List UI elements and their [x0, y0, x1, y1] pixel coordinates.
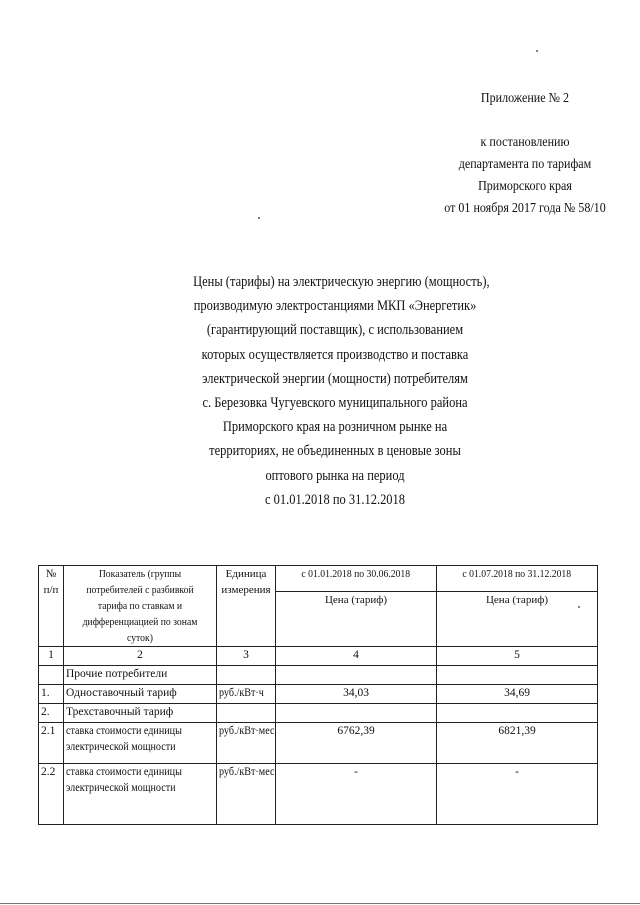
scan-edge: [0, 903, 640, 904]
row-num: 2.1: [39, 723, 64, 764]
title-line: с 01.01.2018 по 31.12.2018: [264, 491, 406, 508]
row-unit: [217, 666, 276, 685]
row-unit-text: руб./кВт·мес: [219, 766, 275, 778]
row-unit: [217, 685, 276, 704]
title-line: Цены (тарифы) на электрическую энергию (мощность),: [193, 274, 490, 290]
row-num: 2.: [39, 704, 64, 723]
row-value1: -: [276, 764, 437, 825]
colnum-cell: 5: [437, 647, 598, 666]
table-row: [39, 685, 598, 704]
title-line: электрической энергии (мощности) потребителям: [202, 370, 468, 387]
title-line: оптового рынка на период: [265, 467, 405, 484]
row-indicator: [64, 723, 217, 764]
table-header-row: [39, 566, 598, 592]
header-indicator-text: Показатель (группы потребителей с разбивкой тарифа по ставкам и дифференциацией по зонам суток): [82, 568, 198, 644]
header-num: № п/п: [39, 566, 64, 647]
row-unit: [217, 723, 276, 764]
header-period1-text: с 01.01.2018 по 30.06.2018: [301, 568, 411, 580]
row-value1: [276, 704, 437, 723]
title-line: с. Березовка Чугуевского муниципального района: [202, 395, 468, 412]
row-unit-text: руб./кВт·ч: [219, 687, 264, 699]
row-value2: 34,69: [437, 685, 598, 704]
row-value2: -: [437, 764, 598, 825]
row-indicator: Трехставочный тариф: [64, 704, 217, 723]
row-indicator-text: ставка стоимости единицы электрической мощности: [66, 766, 182, 794]
row-num: [39, 666, 64, 685]
scan-speck: [536, 50, 538, 52]
table-row: [39, 764, 598, 825]
row-indicator: Одноставочный тариф: [64, 685, 217, 704]
row-value2: [437, 666, 598, 685]
appendix-line: департамента по тарифам: [458, 157, 592, 172]
title-line: территориях, не объединенных в ценовые зоны: [209, 443, 461, 460]
row-value1: 6762,39: [276, 723, 437, 764]
row-unit: [217, 704, 276, 723]
scan-speck: [578, 606, 580, 608]
scan-speck: [258, 217, 260, 219]
row-num: 2.2: [39, 764, 64, 825]
colnum-cell: 4: [276, 647, 437, 666]
tariff-table: [38, 565, 598, 825]
table-row: [39, 723, 598, 764]
appendix-line: к постановлению: [480, 135, 570, 150]
appendix-block: [443, 88, 606, 220]
column-number-row: [39, 647, 598, 666]
appendix-line: Приморского края: [478, 179, 572, 194]
title-line: которых осуществляется производство и поставка: [201, 346, 469, 363]
row-value1: [276, 666, 437, 685]
document-title: [193, 270, 490, 512]
header-period2-text: с 01.07.2018 по 31.12.2018: [462, 568, 572, 580]
header-price2: Цена (тариф): [437, 591, 598, 646]
title-line: производимую электростанциями МКП «Энергетик»: [193, 298, 477, 315]
row-num: 1.: [39, 685, 64, 704]
appendix-line: от 01 ноября 2017 года № 58/10: [444, 201, 606, 216]
header-period1: [276, 566, 437, 592]
colnum-cell: 3: [217, 647, 276, 666]
row-value2: [437, 704, 598, 723]
row-value2: 6821,39: [437, 723, 598, 764]
row-indicator: Прочие потребители: [64, 666, 217, 685]
title-line: (гарантирующий поставщик), с использованием: [206, 322, 464, 339]
header-indicator: [64, 566, 217, 647]
appendix-title: Приложение № 2: [480, 91, 570, 106]
header-period2: [437, 566, 598, 592]
row-unit: [217, 764, 276, 825]
header-price1: Цена (тариф): [276, 591, 437, 646]
row-indicator: [64, 764, 217, 825]
colnum-cell: 1: [39, 647, 64, 666]
row-value1: 34,03: [276, 685, 437, 704]
colnum-cell: 2: [64, 647, 217, 666]
table-row: [39, 666, 598, 685]
title-line: Приморского края на розничном рынке на: [222, 419, 448, 436]
row-unit-text: руб./кВт·мес: [219, 725, 275, 737]
row-indicator-text: ставка стоимости единицы электрической мощности: [66, 725, 182, 753]
table-row: [39, 704, 598, 723]
header-unit: Единица измерения: [217, 566, 276, 647]
